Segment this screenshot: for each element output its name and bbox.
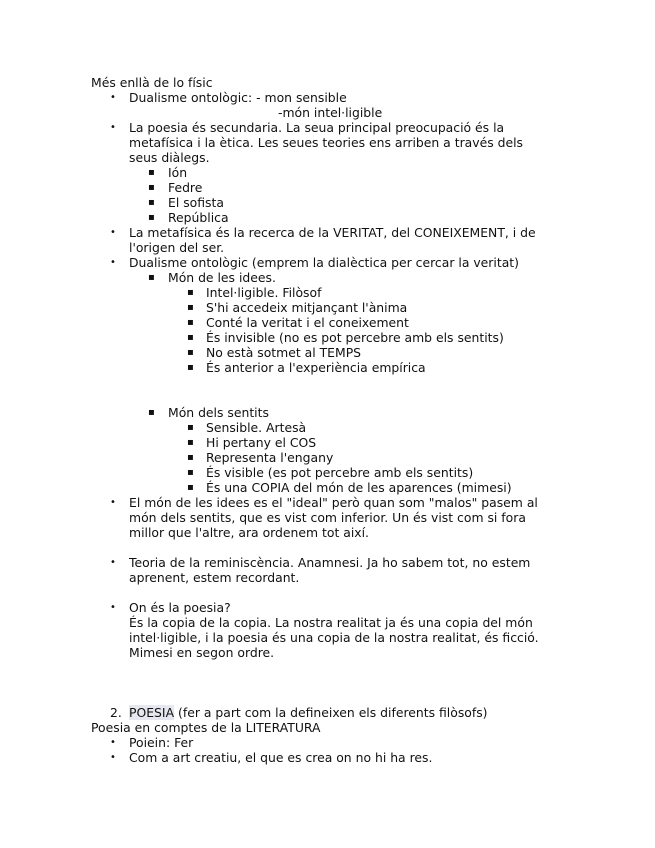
heading: Més enllà de lo físic [91,75,213,90]
senses-label: Món dels sentits [168,405,269,420]
text-line: On és la poesia? [129,600,231,615]
bullet-icon: • [110,602,116,613]
text-line: Mimesi en segon ordre. [129,645,275,660]
ideas-item: És anterior a l'experiència empírica [206,360,426,375]
sub-bullet-icon: ▪ [187,482,194,493]
senses-item: És una COPIA del món de les aparences (mimesi) [206,480,512,495]
text-line: La metafísica és la recerca de la VERITAT, del CONEIXEMENT, i de [129,225,536,240]
section-title-highlight: POESIA [129,705,175,720]
bullet-icon: • [110,122,116,133]
text-line: intel·ligible, i la poesia és una copia de la nostra realitat, és ficció. [129,630,539,645]
ideas-item: Intel·ligible. Filòsof [206,285,322,300]
text-line: metafísica i la ètica. Les seues teories ens arriben a través dels [129,135,523,150]
ideas-label: Món de les idees. [168,270,276,285]
bullet-icon: • [110,257,116,268]
senses-item: Representa l'engany [206,450,334,465]
bullet-icon: • [110,92,116,103]
text-line: La poesia és secundaria. La seua principal preocupació és la [129,120,505,135]
sub-bullet-icon: ▪ [187,347,194,358]
sub-bullet-icon: ▪ [187,437,194,448]
sub-bullet-icon: ▪ [187,422,194,433]
section-heading [129,705,488,720]
senses-item: És visible (es pot percebre amb els sentits) [206,465,474,480]
text-line: Teoria de la reminiscència. Anamnesi. Ja ho sabem tot, no estem [129,555,531,570]
dialogue-item: El sofista [168,195,224,210]
bullet-icon: • [110,737,116,748]
senses-item: Sensible. Artesà [206,420,307,435]
dualism-line: Dualisme ontològic: - mon sensible [129,90,347,105]
sub-bullet-icon: ▪ [187,302,194,313]
dialogue-item: Fedre [168,180,203,195]
text-line: món dels sentits, que es vist com inferior. Un és vist com si fora [129,510,526,525]
section-title-rest: (fer a part com la defineixen els diferents filòsofs) [174,705,488,720]
text-line: És la copia de la copia. La nostra realitat ja és una copia del món [129,615,533,630]
ideas-item: Conté la veritat i el coneixement [206,315,409,330]
dialogue-item: Ión [168,165,188,180]
sub-bullet-icon: ▪ [148,407,155,418]
text-line: El món de les idees es el "ideal" però quan som "malos" pasem al [129,495,538,510]
section-number: 2. [110,705,122,720]
text-line: l'origen del ser. [129,240,225,255]
senses-item: Hi pertany el COS [206,435,317,450]
sub-bullet-icon: ▪ [187,467,194,478]
ideas-item: És invisible (no es pot percebre amb els sentits) [206,330,504,345]
sub-bullet-icon: ▪ [187,332,194,343]
text-line: seus diàlegs. [129,150,210,165]
text-line: Poiein: Fer [129,735,194,750]
sub-bullet-icon: ▪ [148,167,155,178]
sub-bullet-icon: ▪ [148,272,155,283]
bullet-icon: • [110,497,116,508]
sub-bullet-icon: ▪ [148,212,155,223]
sub-bullet-icon: ▪ [187,362,194,373]
sub-bullet-icon: ▪ [187,287,194,298]
text-line: millor que l'altre, ara ordenem tot així. [129,525,369,540]
ideas-item: No està sotmet al TEMPS [206,345,362,360]
ideas-item: S'hi accedeix mitjançant l'ànima [206,300,408,315]
text-line: aprenent, estem recordant. [129,570,300,585]
text-line: Com a art creatiu, el que es crea on no hi ha res. [129,750,433,765]
dualism-line-2: -món intel·ligible [278,105,383,120]
sub-bullet-icon: ▪ [148,197,155,208]
bullet-icon: • [110,227,116,238]
text-line: Dualisme ontològic (emprem la dialèctica per cercar la veritat) [129,255,519,270]
sub-bullet-icon: ▪ [187,452,194,463]
bullet-icon: • [110,557,116,568]
dialogue-item: República [168,210,229,225]
section-subheading: Poesia en comptes de la LITERATURA [91,720,321,735]
sub-bullet-icon: ▪ [148,182,155,193]
sub-bullet-icon: ▪ [187,317,194,328]
bullet-icon: • [110,752,116,763]
